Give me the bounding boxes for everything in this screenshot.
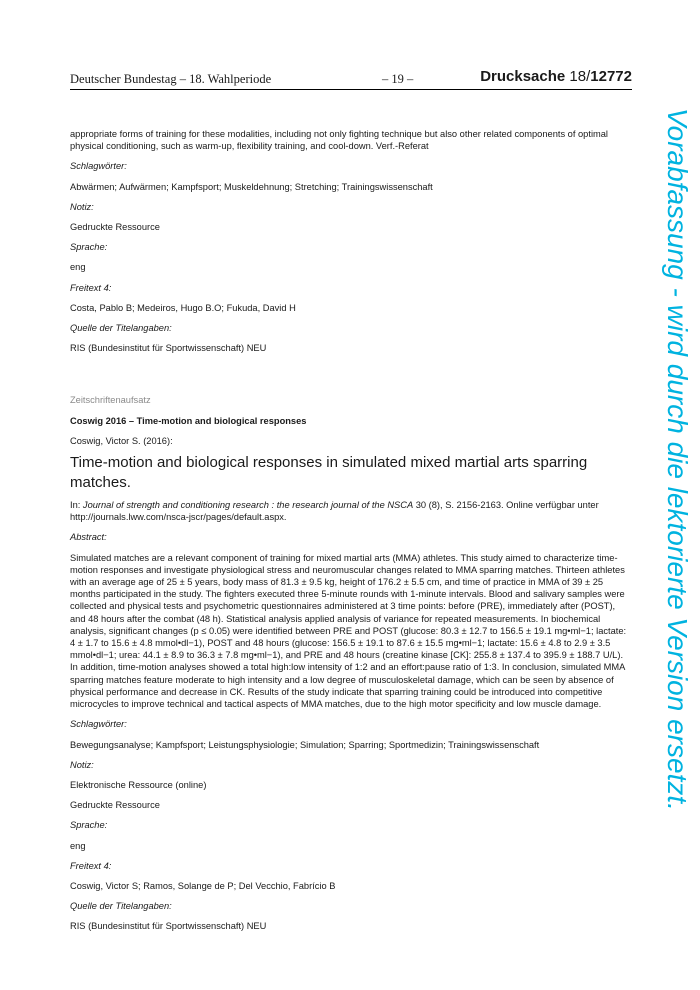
entry-title: Time-motion and biological responses in simulated mixed martial arts sparring matches. (70, 454, 588, 492)
freetext: Coswig, Victor S; Ramos, Solange de P; Del Vecchio, Fabrício B (70, 880, 336, 891)
source: RIS (Bundesinstitut für Sportwissenschaft) NEU (70, 921, 267, 932)
prev-note-label: Notiz: (70, 201, 94, 212)
journal-name: Journal of strength and conditioning research : the research journal of the NSCA (82, 500, 414, 511)
prev-keywords: Abwärmen; Aufwärmen; Kampfsport; Muskeldehnung; Stretching; Trainingswissenschaft (70, 181, 433, 192)
entry-citation (70, 499, 632, 523)
doc-number: 12772 (590, 68, 632, 85)
entry-short-title: Coswig 2016 – Time-motion and biological responses (70, 415, 307, 426)
source-label: Quelle der Titelangaben: (70, 901, 172, 912)
freetext-label: Freitext 4: (70, 860, 112, 871)
entry-author-year: Coswig, Victor S. (2016): (70, 435, 173, 446)
page-content (70, 128, 632, 933)
language: eng (70, 840, 86, 851)
prev-note: Gedruckte Ressource (70, 222, 160, 233)
abstract-text: Simulated matches are a relevant component of training for mixed martial arts (MMA) athletes. This study aimed to characterize time-motion responses and investigate physiological stress and neuromuscular changes related to MMA sparring matches. Thirteen athletes with an average age of 25 ± 5 years, body mass of 81.3 ± 9.5 kg, height of 176.2 ± 5.5 cm, and time of practice in MMA of 39 ± 25 months participated in the study. The fighters executed three 5-minute rounds with 1-minute intervals. Blood and salivary samples were collected and physical tests and psychometric questionnaires administered at 3 time points: before (PRE), immediately after (POST), and 48 hours after the combat (48 h). Statistical analysis applied analysis of variance for repeated measurements. In biochemical analysis, significant changes (p ≤ 0.05) were identified between PRE and POST (glucose: 80.3 ± 12.7 to 156.5 ± 19.1 mg•ml−1; lactate: 4 ± 1.7 to 15.6 ± 4.8 mmol•dl−1), POST and 48 hours (glucose: 156.5 ± 19.1 to 87.6 ± 15.5 mg•ml−1; lactate: 15.6 ± 4.8 to 2.9 ± 3.5 mmol•dl−1; urea: 44.1 ± 8.9 to 36.3 ± 7.8 mg•ml−1), and PRE and 48 hours (creatine kinase [CK]: 255.8 ± 137.4 to 395.9 ± 188.7 U/L). In addition, time-motion analyses showed a total high:low intensity of 1:2 and an effort:pause ratio of 1:3. In conclusion, simulated MMA sparring matches feature moderate to high intensity and a low degree of musculoskeletal damage, which can be seen by absence of physical performance and decrease in CK. Results of the study indicate that sparring training could be introduced into competitive microcycles to improve technical and tactical aspects of MMA matches, due to the high motor specificity and low muscle damage. (70, 552, 627, 710)
document-number (480, 68, 632, 85)
prev-freetext-label: Freitext 4: (70, 282, 112, 293)
page-number: – 19 – (382, 72, 414, 86)
keywords-label: Schlagwörter: (70, 719, 127, 730)
draft-watermark: Vorabfassung - wird durch die lektorierte Version ersetzt. (662, 108, 693, 811)
prev-source-label: Quelle der Titelangaben: (70, 323, 172, 334)
citation-prefix: In: (70, 500, 83, 511)
language-label: Sprache: (70, 820, 108, 831)
header-publication: Deutscher Bundestag – 18. Wahlperiode (70, 72, 272, 86)
doc-label: Drucksache (480, 68, 566, 85)
entry-category: Zeitschriftenaufsatz (70, 395, 151, 406)
prev-source: RIS (Bundesinstitut für Sportwissenschaft) NEU (70, 343, 267, 354)
page-header (70, 68, 632, 90)
abstract-label: Abstract: (70, 532, 107, 543)
prev-abstract-tail: appropriate forms of training for these modalities, including not only fighting technique but also other related components of optimal physical conditioning, such as warm-up, flexibility training, and cool-down. Verf.-Referat (70, 129, 608, 152)
keywords: Bewegungsanalyse; Kampfsport; Leistungsphysiologie; Simulation; Sparring; Sportmedizin; Trainingswissenschaft (70, 739, 540, 750)
note-online: Elektronische Ressource (online) (70, 779, 207, 790)
prev-language-label: Sprache: (70, 242, 108, 253)
prev-keywords-label: Schlagwörter: (70, 161, 127, 172)
note-printed: Gedruckte Ressource (70, 800, 160, 811)
citation-suffix: 30 (8), S. 2156-2163. Online verfügbar unter http://journals.lww.com/nsca-jscr/pages/default.aspx. (70, 500, 599, 523)
doc-series: 18/ (565, 68, 591, 85)
prev-freetext: Costa, Pablo B; Medeiros, Hugo B.O; Fukuda, David H (70, 302, 296, 313)
note-label: Notiz: (70, 759, 94, 770)
prev-language: eng (70, 262, 86, 273)
